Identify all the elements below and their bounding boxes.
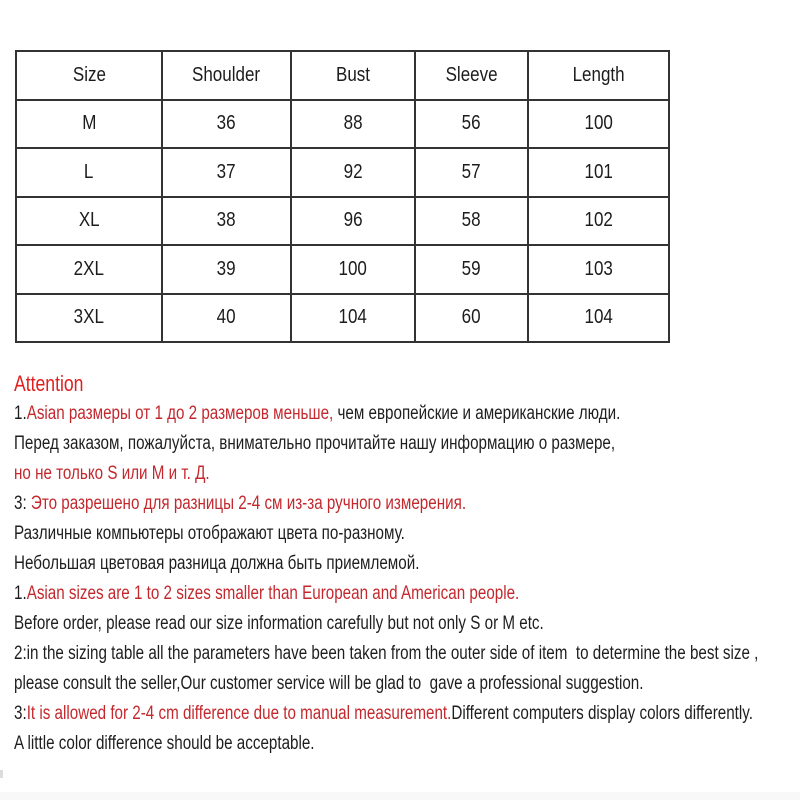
attention-text-segment: чем европейские и американские люди. <box>333 403 621 424</box>
table-cell <box>416 101 529 150</box>
table-cell <box>292 101 416 150</box>
size-table-header-cell <box>163 52 292 101</box>
attention-text-segment: Before order, please read our size information carefully but not only S or M etc. <box>14 613 544 634</box>
header-label: Shoulder <box>192 63 261 86</box>
attention-line <box>14 729 800 759</box>
table-cell <box>292 295 416 344</box>
header-label: Sleeve <box>445 63 498 86</box>
cell-value: 101 <box>584 160 613 183</box>
table-cell-size <box>17 198 163 247</box>
table-cell <box>529 149 670 198</box>
cell-value: 36 <box>217 112 236 135</box>
cell-value: 104 <box>584 306 613 329</box>
table-cell <box>529 295 670 344</box>
table-cell <box>292 246 416 295</box>
cell-value: 96 <box>343 209 363 232</box>
table-cell <box>416 149 529 198</box>
attention-text-segment: 1. <box>14 583 27 604</box>
attention-line <box>14 579 800 609</box>
attention-line <box>14 639 800 669</box>
attention-text-segment: 3: <box>14 493 31 514</box>
table-cell <box>529 198 670 247</box>
cell-value: 2XL <box>73 257 105 280</box>
cell-value: 103 <box>584 257 613 280</box>
cell-value: 100 <box>338 257 368 280</box>
cell-value: 92 <box>343 160 363 183</box>
cell-value: 3XL <box>73 306 105 329</box>
table-cell <box>416 198 529 247</box>
header-label: Size <box>72 63 106 86</box>
attention-text-segment: Небольшая цветовая разница должна быть приемлемой. <box>14 553 420 574</box>
attention-title <box>14 369 800 399</box>
attention-line <box>14 459 800 489</box>
size-table-header-cell <box>17 52 163 101</box>
cell-value: 102 <box>584 209 613 232</box>
size-table-header-cell <box>292 52 416 101</box>
cell-value: 104 <box>338 306 368 329</box>
cell-value: 56 <box>462 112 481 135</box>
table-cell <box>163 246 292 295</box>
size-table-header-cell <box>529 52 670 101</box>
header-label: Length <box>572 63 625 86</box>
table-cell <box>163 198 292 247</box>
next-section-edge <box>0 792 800 800</box>
attention-line <box>14 519 800 549</box>
header-label: Bust <box>335 63 371 86</box>
edge-artifact <box>0 770 3 778</box>
attention-line <box>14 489 800 519</box>
attention-text-segment: 3: <box>14 703 27 724</box>
attention-text-segment: Это разрешено для разницы 2-4 см из-за ручного измерения. <box>30 493 467 514</box>
cell-value: 57 <box>462 160 481 183</box>
table-cell-size <box>17 295 163 344</box>
attention-text-segment: но не только S или M и т. Д. <box>14 463 210 484</box>
table-cell <box>163 295 292 344</box>
attention-text-segment: A little color difference should be acceptable. <box>14 733 315 754</box>
attention-section <box>14 369 800 759</box>
attention-text-segment: please consult the seller,Our customer service will be glad to gave a professional suggestion. <box>14 673 644 694</box>
attention-text-segment: It is allowed for 2-4 cm difference due to manual measurement. <box>26 703 452 724</box>
table-cell <box>292 149 416 198</box>
attention-line <box>14 399 800 429</box>
table-cell <box>529 246 670 295</box>
attention-text-segment: Different computers display colors differently. <box>451 703 753 724</box>
attention-title-text: Attention <box>14 371 84 396</box>
cell-value: 60 <box>462 306 481 329</box>
cell-value: 37 <box>217 160 236 183</box>
cell-value: 88 <box>343 112 363 135</box>
cell-value: 39 <box>217 257 236 280</box>
table-cell <box>416 295 529 344</box>
attention-line <box>14 669 800 699</box>
attention-text-segment: Asian размеры от 1 до 2 размеров меньше, <box>26 403 334 424</box>
table-cell-size <box>17 101 163 150</box>
table-cell <box>163 101 292 150</box>
table-cell <box>416 246 529 295</box>
attention-line <box>14 609 800 639</box>
attention-text-segment: Перед заказом, пожалуйста, внимательно прочитайте нашу информацию о размере, <box>14 433 616 454</box>
attention-text-segment: Asian sizes are 1 to 2 sizes smaller than European and American people. <box>26 583 520 604</box>
attention-line <box>14 549 800 579</box>
table-cell <box>163 149 292 198</box>
cell-value: 100 <box>584 112 613 135</box>
table-cell-size <box>17 246 163 295</box>
attention-line <box>14 699 800 729</box>
attention-line <box>14 429 800 459</box>
cell-value: 38 <box>217 209 236 232</box>
attention-text-segment: 1. <box>14 403 27 424</box>
size-table <box>15 50 670 343</box>
table-cell <box>529 101 670 150</box>
attention-text-segment: 2:in the sizing table all the parameters have been taken from the outer side of item to determine the best size , <box>14 643 759 664</box>
cell-value: M <box>81 112 97 135</box>
table-cell <box>292 198 416 247</box>
cell-value: 58 <box>462 209 481 232</box>
size-table-header-cell <box>416 52 529 101</box>
attention-text-segment: Различные компьютеры отображают цвета по-разному. <box>14 523 405 544</box>
cell-value: 40 <box>217 306 236 329</box>
cell-value: XL <box>78 209 100 232</box>
cell-value: 59 <box>462 257 481 280</box>
table-cell-size <box>17 149 163 198</box>
cell-value: L <box>84 160 94 183</box>
